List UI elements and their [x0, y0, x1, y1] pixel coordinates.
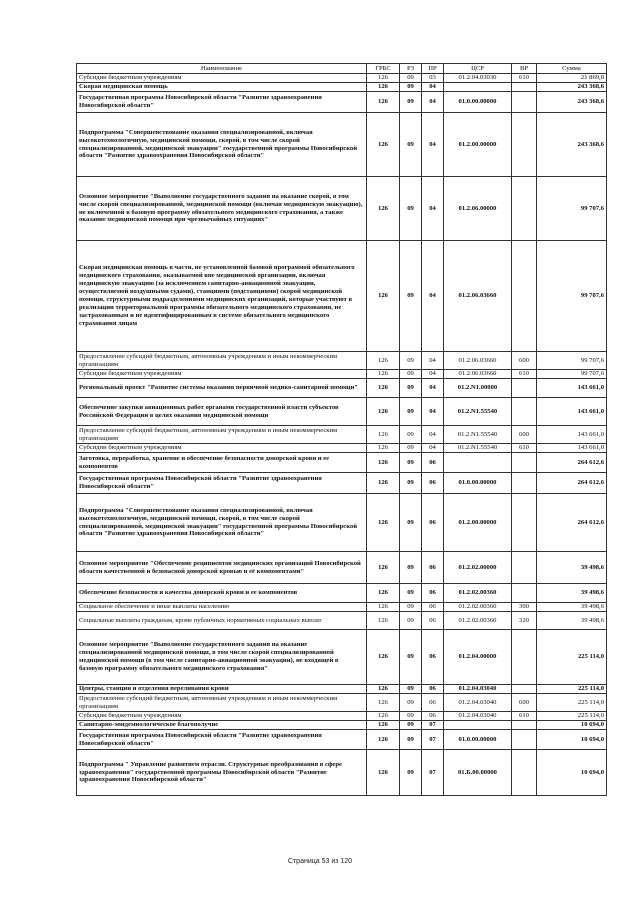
cell-csr: 01.2.00.00000	[444, 113, 512, 177]
table-row	[77, 113, 607, 177]
table-row	[77, 444, 607, 453]
cell-grbs: 126	[367, 494, 400, 552]
cell-csr: 01.2.02.00360	[444, 612, 512, 630]
cell-vr: 600	[512, 426, 537, 444]
table-row	[77, 379, 607, 398]
cell-name: Основное мероприятие "Выполнение государственного задания на оказание скорой, в том числе скорой специализированной, медицинской помощи (включая медицинскую эвакуацию), не включенной в базовую программу обязательного медицинского страхования, а также оказание медицинской помощи при чрезвычайных ситуациях"	[77, 177, 367, 241]
cell-sum: 99 707,6	[537, 241, 607, 352]
cell-csr: 01.2.00.00000	[444, 494, 512, 552]
cell-pr: 04	[422, 444, 444, 453]
cell-sum: 225 114,0	[537, 694, 607, 712]
table-row	[77, 750, 607, 796]
cell-vr	[512, 730, 537, 750]
table-row	[77, 74, 607, 83]
cell-rz: 09	[400, 694, 422, 712]
table-row	[77, 694, 607, 712]
cell-csr: 01.Б.00.00000	[444, 750, 512, 796]
cell-pr: 06	[422, 712, 444, 721]
table-row	[77, 612, 607, 630]
cell-name: Основное мероприятие "Обеспечение реципиентов медицинских организаций Новосибирской области качественной и безопасной донорской кровью и её компонентами"	[77, 552, 367, 584]
cell-pr: 06	[422, 685, 444, 694]
document-page	[76, 63, 606, 796]
cell-vr	[512, 113, 537, 177]
cell-csr: 01.2.06.03660	[444, 241, 512, 352]
cell-grbs: 126	[367, 712, 400, 721]
cell-rz: 09	[400, 712, 422, 721]
cell-pr: 04	[422, 92, 444, 113]
cell-vr	[512, 177, 537, 241]
cell-rz: 09	[400, 721, 422, 730]
cell-name: Санитарно-эпидемиологическое благополучие	[77, 721, 367, 730]
table-row	[77, 426, 607, 444]
column-header-grbs: ГРБС	[367, 64, 400, 74]
table-body	[77, 74, 607, 796]
cell-sum: 39 498,6	[537, 552, 607, 584]
cell-csr: 01.2.N1.55540	[444, 444, 512, 453]
cell-name: Региональный проект "Развитие системы оказания первичной медико-санитарной помощи"	[77, 379, 367, 398]
cell-grbs: 126	[367, 444, 400, 453]
cell-sum: 243 368,6	[537, 113, 607, 177]
cell-rz: 09	[400, 379, 422, 398]
cell-vr: 610	[512, 74, 537, 83]
cell-name: Социальное обеспечение и иные выплаты населению	[77, 603, 367, 612]
cell-vr	[512, 92, 537, 113]
cell-grbs: 126	[367, 473, 400, 494]
table-row	[77, 584, 607, 603]
table-row	[77, 473, 607, 494]
cell-rz: 09	[400, 685, 422, 694]
cell-rz: 09	[400, 603, 422, 612]
cell-name: Скорая медицинская помощь	[77, 83, 367, 92]
cell-rz: 09	[400, 612, 422, 630]
cell-pr: 06	[422, 552, 444, 584]
cell-sum: 225 114,0	[537, 630, 607, 685]
cell-sum: 143 661,0	[537, 426, 607, 444]
budget-table	[76, 63, 607, 796]
cell-sum: 225 114,0	[537, 712, 607, 721]
cell-pr: 07	[422, 721, 444, 730]
cell-rz: 09	[400, 730, 422, 750]
cell-grbs: 126	[367, 584, 400, 603]
cell-grbs: 126	[367, 721, 400, 730]
cell-csr: 01.2.06.00000	[444, 177, 512, 241]
cell-vr	[512, 398, 537, 426]
cell-csr: 01.2.04.03040	[444, 685, 512, 694]
table-row	[77, 603, 607, 612]
cell-pr: 03	[422, 74, 444, 83]
cell-sum: 264 612,6	[537, 453, 607, 473]
cell-vr	[512, 494, 537, 552]
cell-csr: 01.2.02.00000	[444, 552, 512, 584]
cell-name: Социальные выплаты гражданам, кроме публичных нормативных социальных выплат	[77, 612, 367, 630]
table-row	[77, 630, 607, 685]
cell-pr: 04	[422, 83, 444, 92]
cell-rz: 09	[400, 398, 422, 426]
cell-pr: 04	[422, 177, 444, 241]
page-number: Страница 53 из 120	[287, 858, 353, 865]
cell-grbs: 126	[367, 730, 400, 750]
cell-name: Государственная программа Новосибирской области "Развитие здравоохранения Новосибирской области"	[77, 92, 367, 113]
cell-name: Субсидии бюджетным учреждениям	[77, 74, 367, 83]
cell-pr: 04	[422, 241, 444, 352]
cell-sum: 21 869,8	[537, 74, 607, 83]
cell-vr: 610	[512, 444, 537, 453]
table-row	[77, 552, 607, 584]
cell-rz: 09	[400, 473, 422, 494]
cell-pr: 04	[422, 352, 444, 370]
table-row	[77, 453, 607, 473]
cell-pr: 04	[422, 113, 444, 177]
cell-vr	[512, 630, 537, 685]
cell-vr	[512, 750, 537, 796]
cell-name: Подпрограмма "Совершенствование оказания специализированной, включая высокотехнологичную, медицинской помощи, скорой, в том числе скорой специализированной, медицинской эвакуации" государственной программы Новосибирской области "Развитие здравоохранения Новосибирской области"	[77, 113, 367, 177]
cell-name: Подпрограмма " Управление развитием отрасли. Структурные преобразования в сфере здравоохранения" государственной программы Новосибирской области "Развитие здравоохранения Новосибирской области"	[77, 750, 367, 796]
cell-csr: 01.2.02.00360	[444, 603, 512, 612]
cell-sum: 10 694,0	[537, 750, 607, 796]
cell-csr: 01.2.N1.55540	[444, 398, 512, 426]
cell-pr: 06	[422, 612, 444, 630]
cell-rz: 09	[400, 370, 422, 379]
cell-vr: 300	[512, 603, 537, 612]
cell-name: Центры, станции и отделения переливания крови	[77, 685, 367, 694]
cell-name: Субсидии бюджетным учреждениям	[77, 712, 367, 721]
cell-grbs: 126	[367, 552, 400, 584]
cell-csr: 01.2.04.03030	[444, 74, 512, 83]
cell-grbs: 126	[367, 113, 400, 177]
cell-vr: 320	[512, 612, 537, 630]
cell-name: Предоставление субсидий бюджетным, автономным учреждениям и иным некоммерческим организациям	[77, 694, 367, 712]
cell-rz: 09	[400, 630, 422, 685]
cell-rz: 09	[400, 74, 422, 83]
cell-csr: 01.2.N1.00000	[444, 379, 512, 398]
cell-sum: 99 707,6	[537, 352, 607, 370]
cell-vr	[512, 379, 537, 398]
column-header-pr: ПР	[422, 64, 444, 74]
cell-grbs: 126	[367, 630, 400, 685]
cell-name: Субсидии бюджетным учреждениям	[77, 370, 367, 379]
cell-vr	[512, 584, 537, 603]
cell-csr	[444, 453, 512, 473]
cell-grbs: 126	[367, 398, 400, 426]
cell-sum: 39 498,6	[537, 612, 607, 630]
cell-vr	[512, 685, 537, 694]
cell-rz: 09	[400, 352, 422, 370]
cell-grbs: 126	[367, 241, 400, 352]
cell-pr: 04	[422, 398, 444, 426]
cell-vr	[512, 473, 537, 494]
cell-csr: 01.2.06.03660	[444, 352, 512, 370]
cell-grbs: 126	[367, 750, 400, 796]
cell-name: Обеспечение закупки авиационных работ органами государственной власти субъектов Российской Федерации в целях оказания медицинской помощи	[77, 398, 367, 426]
table-row	[77, 712, 607, 721]
cell-csr: 01.2.02.00360	[444, 584, 512, 603]
cell-grbs: 126	[367, 74, 400, 83]
cell-grbs: 126	[367, 612, 400, 630]
cell-rz: 09	[400, 453, 422, 473]
cell-csr	[444, 721, 512, 730]
table-row	[77, 177, 607, 241]
cell-name: Субсидии бюджетным учреждениям	[77, 444, 367, 453]
table-row	[77, 721, 607, 730]
cell-sum: 143 661,0	[537, 379, 607, 398]
cell-vr	[512, 552, 537, 584]
cell-pr: 06	[422, 630, 444, 685]
column-header-vr: ВР	[512, 64, 537, 74]
cell-grbs: 126	[367, 92, 400, 113]
cell-sum: 10 694,0	[537, 730, 607, 750]
cell-sum: 99 707,6	[537, 177, 607, 241]
cell-name: Государственная программа Новосибирской области "Развитие здравоохранения Новосибирской области"	[77, 730, 367, 750]
cell-csr: 01.0.00.00000	[444, 473, 512, 494]
table-row	[77, 241, 607, 352]
cell-grbs: 126	[367, 453, 400, 473]
cell-grbs: 126	[367, 603, 400, 612]
cell-rz: 09	[400, 92, 422, 113]
cell-pr: 06	[422, 473, 444, 494]
cell-rz: 09	[400, 177, 422, 241]
table-row	[77, 352, 607, 370]
column-header-rz: РЗ	[400, 64, 422, 74]
cell-rz: 09	[400, 241, 422, 352]
cell-vr	[512, 241, 537, 352]
cell-pr: 07	[422, 730, 444, 750]
table-header-row	[77, 64, 607, 74]
cell-rz: 09	[400, 113, 422, 177]
cell-rz: 09	[400, 750, 422, 796]
cell-rz: 09	[400, 494, 422, 552]
cell-csr: 01.2.06.03660	[444, 370, 512, 379]
cell-name: Государственная программа Новосибирской области "Развитие здравоохранения Новосибирской области"	[77, 473, 367, 494]
cell-sum: 39 498,6	[537, 584, 607, 603]
cell-grbs: 126	[367, 83, 400, 92]
cell-rz: 09	[400, 552, 422, 584]
cell-rz: 09	[400, 83, 422, 92]
cell-sum: 99 707,6	[537, 370, 607, 379]
cell-vr: 610	[512, 370, 537, 379]
cell-name: Подпрограмма "Совершенствование оказания специализированной, включая высокотехнологичную, медицинской помощи, скорой, в том числе скорой специализированной, медицинской эвакуации" государственной программы Новосибирской области "Развитие здравоохранения Новосибирской области"	[77, 494, 367, 552]
table-row	[77, 685, 607, 694]
cell-sum: 243 368,6	[537, 83, 607, 92]
cell-grbs: 126	[367, 694, 400, 712]
cell-name: Скорая медицинская помощь в части, не установленной базовой программой обязательного медицинского страхования, оказываемой вне медицинской организации, включая медицинскую эвакуацию (за исключением санитарно-авиационной эвакуации, осуществляемой воздушными судами), станциями (подстанциями) скорой медицинской помощи, структурными подразделениями медицинских организаций, которые участвуют в реализации территориальной программы обязательного медицинского страхования, не застрахованным и не идентифицированным в системе обязательного медицинского страхования лицам	[77, 241, 367, 352]
cell-pr: 06	[422, 584, 444, 603]
cell-grbs: 126	[367, 352, 400, 370]
column-header-csr: ЦСР	[444, 64, 512, 74]
cell-name: Предоставление субсидий бюджетным, автономным учреждениям и иным некоммерческим организациям	[77, 426, 367, 444]
cell-sum: 264 612,6	[537, 473, 607, 494]
cell-grbs: 126	[367, 177, 400, 241]
cell-pr: 04	[422, 379, 444, 398]
column-header-name: Наименование	[77, 64, 367, 74]
cell-name: Основное мероприятие "Выполнение государственного задания на оказание специализированной медицинской помощи, в том числе скорой специализированной медицинской помощи (в том числе санитарно-авиационной эвакуации), не входящей в базовую программу обязательного медицинского страхования"	[77, 630, 367, 685]
cell-rz: 09	[400, 426, 422, 444]
cell-csr: 01.0.00.00000	[444, 92, 512, 113]
cell-pr: 04	[422, 426, 444, 444]
cell-vr: 600	[512, 694, 537, 712]
cell-pr: 07	[422, 750, 444, 796]
cell-name: Заготовка, переработка, хранение и обеспечение безопасности донорской крови и ее компонентов	[77, 453, 367, 473]
cell-sum: 143 661,0	[537, 444, 607, 453]
table-row	[77, 370, 607, 379]
cell-sum: 143 661,0	[537, 398, 607, 426]
cell-grbs: 126	[367, 379, 400, 398]
cell-csr: 01.0.00.00000	[444, 730, 512, 750]
cell-csr: 01.2.04.03040	[444, 712, 512, 721]
cell-sum: 243 368,6	[537, 92, 607, 113]
cell-sum: 264 612,6	[537, 494, 607, 552]
cell-sum: 225 114,0	[537, 685, 607, 694]
cell-pr: 06	[422, 694, 444, 712]
cell-vr	[512, 721, 537, 730]
table-row	[77, 92, 607, 113]
cell-sum: 10 694,0	[537, 721, 607, 730]
cell-rz: 09	[400, 444, 422, 453]
column-header-sum: Сумма	[537, 64, 607, 74]
table-row	[77, 83, 607, 92]
cell-pr: 06	[422, 603, 444, 612]
cell-csr: 01.2.N1.55540	[444, 426, 512, 444]
cell-grbs: 126	[367, 370, 400, 379]
cell-grbs: 126	[367, 426, 400, 444]
cell-name: Обеспечение безопасности и качества донорской крови и ее компонентов	[77, 584, 367, 603]
cell-csr: 01.2.04.00000	[444, 630, 512, 685]
cell-rz: 09	[400, 584, 422, 603]
cell-csr: 01.2.04.03040	[444, 694, 512, 712]
cell-name: Предоставление субсидий бюджетным, автономным учреждениям и иным некоммерческим организациям	[77, 352, 367, 370]
cell-sum: 39 498,6	[537, 603, 607, 612]
table-row	[77, 730, 607, 750]
cell-pr: 06	[422, 453, 444, 473]
table-row	[77, 398, 607, 426]
cell-pr: 04	[422, 370, 444, 379]
cell-vr: 600	[512, 352, 537, 370]
cell-vr	[512, 83, 537, 92]
cell-csr	[444, 83, 512, 92]
table-row	[77, 494, 607, 552]
cell-vr: 610	[512, 712, 537, 721]
cell-grbs: 126	[367, 685, 400, 694]
cell-pr: 06	[422, 494, 444, 552]
cell-vr	[512, 453, 537, 473]
